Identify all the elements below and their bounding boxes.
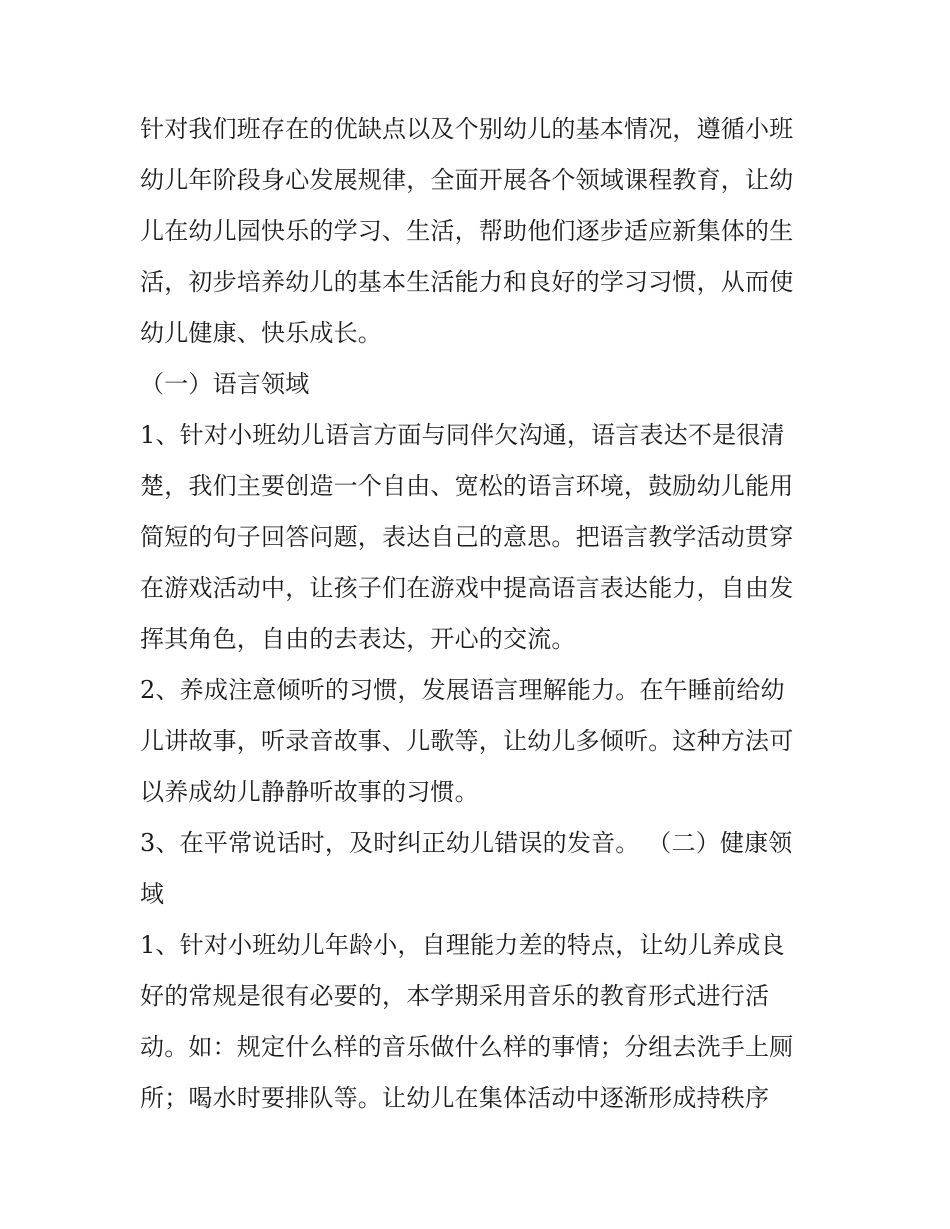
text-line: 楚，我们主要创造一个自由、宽松的语言环境，鼓励幼儿能用 (140, 472, 794, 500)
document-body (140, 104, 820, 1124)
text-line: 在游戏活动中，让孩子们在游戏中提高语言表达能力，自由发 (140, 574, 794, 602)
text-line: 简短的句子回答问题，表达自己的意思。把语言教学活动贯穿 (140, 523, 794, 551)
text-line: 3、在平常说话时，及时纠正幼儿错误的发音。 （二）健康领 (140, 829, 793, 857)
text-line: 所；喝水时要排队等。让幼儿在集体活动中逐渐形成持秩序 (140, 1084, 770, 1112)
text-line: 儿在幼儿园快乐的学习、生活，帮助他们逐步适应新集体的生 (140, 217, 794, 245)
section-heading-language: （一）语言领域 (140, 370, 310, 398)
text-line: 挥其角色，自由的去表达，开心的交流。 (140, 625, 576, 653)
text-line: 1、针对小班幼儿语言方面与同伴欠沟通，语言表达不是很清 (140, 421, 785, 449)
text-line: 好的常规是很有必要的，本学期采用音乐的教育形式进行活 (140, 982, 770, 1010)
text-line: 1、针对小班幼儿年龄小，自理能力差的特点，让幼儿养成良 (140, 931, 785, 959)
text-line: 动。如：规定什么样的音乐做什么样的事情；分组去洗手上厕 (140, 1033, 794, 1061)
text-line: 儿讲故事，听录音故事、儿歌等，让幼儿多倾听。这种方法可 (140, 727, 794, 755)
text-line: 以养成幼儿静静听故事的习惯。 (140, 778, 479, 806)
text-line: 2、养成注意倾听的习惯，发展语言理解能力。在午睡前给幼 (140, 676, 785, 704)
text-line: 域 (140, 880, 165, 908)
text-line: 针对我们班存在的优缺点以及个别幼儿的基本情况，遵循小班 (140, 115, 794, 143)
text-line: 活，初步培养幼儿的基本生活能力和良好的学习习惯，从而使 (140, 268, 794, 296)
text-line: 幼儿健康、快乐成长。 (140, 319, 382, 347)
text-line: 幼儿年阶段身心发展规律，全面开展各个领域课程教育，让幼 (140, 166, 794, 194)
